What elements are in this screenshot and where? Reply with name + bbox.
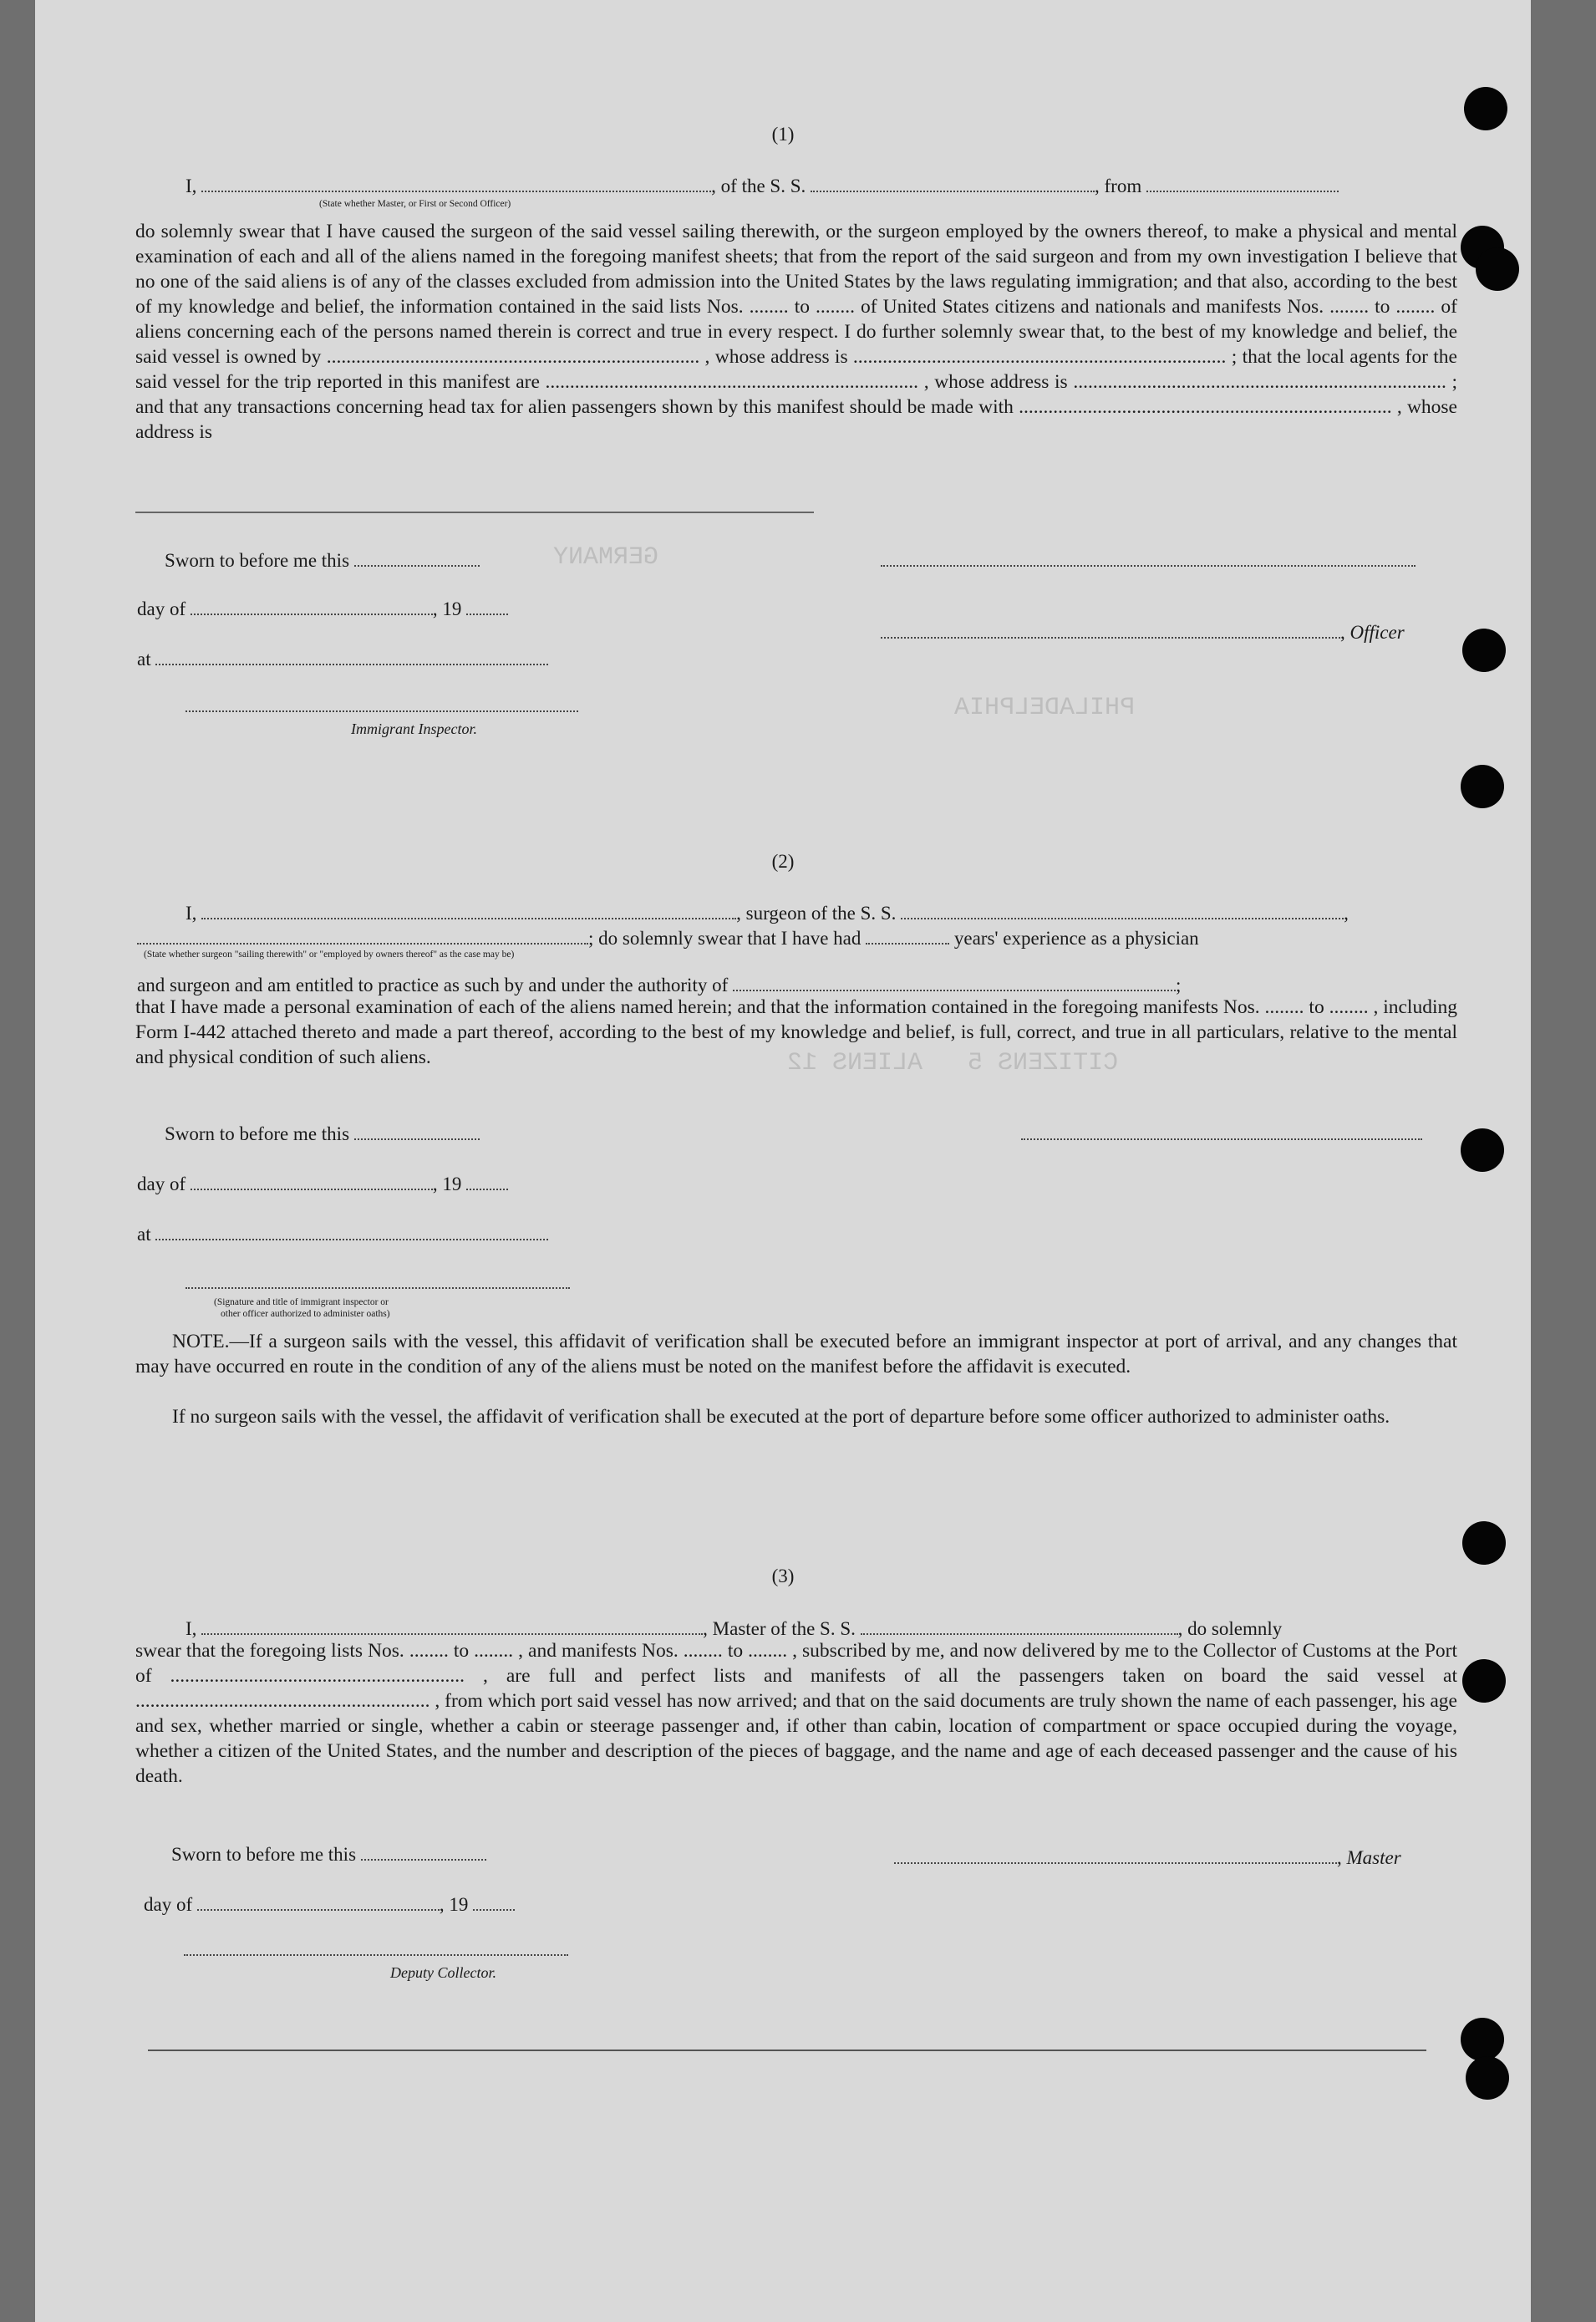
ship-name-field-3[interactable] [861, 1617, 1178, 1635]
ship-name-field-2[interactable] [901, 901, 1344, 919]
punch-hole [1461, 1128, 1504, 1172]
authority-field[interactable] [733, 973, 1176, 991]
from-port-field[interactable] [1146, 174, 1339, 192]
master-signature: , Master [894, 1846, 1401, 1869]
officer-name-field[interactable] [201, 174, 711, 192]
officer-signature-field[interactable] [881, 620, 1340, 639]
bottom-rule [148, 2050, 1426, 2051]
note-2: If no surgeon sails with the vessel, the affidavit of verification shall be executed at the port of departure before some officer authorized to administer oaths. [172, 1406, 1390, 1428]
month-field-3[interactable] [197, 1892, 440, 1911]
manifest-back-sheet [35, 0, 1531, 2322]
note-1: NOTE.—If a surgeon sails with the vessel, this affidavit of verification shall be executed before an immigrant inspector at port of arrival, and any changes that may have occurred en route in the condition of any of the aliens must be noted on the manifest before the affidavit is executed. [135, 1331, 1457, 1377]
section-2-line3: and surgeon and am entitled to practice as such by and under the authority of ; [137, 975, 1182, 996]
section-1-day-of: day of , 19 [137, 597, 508, 620]
section-3-number: (3) [771, 1566, 795, 1586]
inspector-caption: Immigrant Inspector. [351, 721, 477, 737]
section-1-sworn: Sworn to before me this [165, 548, 480, 572]
sworn-date-field-3[interactable] [361, 1842, 486, 1861]
year-field-3[interactable] [473, 1892, 515, 1911]
sworn-date-field[interactable] [354, 548, 480, 567]
section-2-body: that I have made a personal examination of each of the aliens named herein; and that the information contained in the foregoing manifests Nos. ........ to ........ , including Form I-442 attached thereto and made a part thereof, according to the best of my knowledge and belief, is full, correct, and true in all particulars, relative to the mental and physical condition of such aliens. [135, 996, 1457, 1068]
punch-hole [1461, 2018, 1504, 2061]
punch-hole [1466, 2056, 1509, 2100]
master-signature-field[interactable] [894, 1846, 1337, 1864]
surgeon-type-caption: (State whether surgeon "sailing therewith" or "employed by owners thereof" as the case may be) [144, 950, 515, 960]
section-2-line1: I, , surgeon of the S. S. , [186, 903, 1349, 924]
month-field[interactable] [191, 597, 433, 615]
section-2-line2: ; do solemnly swear that I have had years' experience as a physician [137, 926, 1199, 950]
officer-signature: , Officer [881, 620, 1405, 644]
bleed-through-text: GERMANY [553, 543, 659, 572]
section-3-sworn: Sworn to before me this [171, 1842, 486, 1866]
section-3-body: swear that the foregoing lists Nos. ........ to ........ , and manifests Nos. ........ to ........ , subscribed by me, and now delivered by me to the Collector of Customs at the Port of ............................................................ , are full and perfect lists and manifests of all the passengers taken on board the said vessel at ............................................................ , from which port said vessel has now arrived; and that on the said documents are truly shown the name of each passenger, his age and sex, whether married or single, whether a cabin or steerage passenger and, if other than cabin, location of compartment or space occupied during the voyage, whether a citizen of the United States, and the number and description of the pieces of baggage, and the name and age of each deceased passenger and the cause of his death. [135, 1640, 1457, 1787]
section-2-day-of: day of , 19 [137, 1172, 508, 1195]
section-2-at: at [137, 1222, 548, 1245]
punch-hole [1461, 765, 1504, 808]
punch-hole [1462, 1659, 1506, 1703]
section-1-line1: I, , of the S. S. , from [186, 174, 1339, 197]
officer-upper-line[interactable] [881, 565, 1416, 567]
surgeon-type-field[interactable] [137, 926, 588, 945]
inspector-signature-line[interactable] [186, 710, 578, 712]
year-field[interactable] [466, 597, 508, 615]
surgeon-name-field[interactable] [201, 901, 736, 919]
signature-caption-2: other officer authorized to administer oaths) [221, 1309, 390, 1319]
deputy-caption: Deputy Collector. [390, 1964, 496, 1981]
bleed-through-text: CITIZENS 5 ALIENS 12 [787, 1049, 1119, 1077]
master-name-field[interactable] [201, 1617, 703, 1635]
punch-hole [1462, 1521, 1506, 1565]
punch-hole [1462, 629, 1506, 672]
month-field-2[interactable] [191, 1172, 433, 1190]
bleed-through-text: PHILADELPHIA [954, 694, 1136, 722]
surgeon-officer-signature-line[interactable] [186, 1287, 570, 1289]
section-2-number: (2) [771, 851, 795, 872]
punch-hole [1476, 247, 1519, 291]
officer-rank-caption: (State whether Master, or First or Second Officer) [319, 199, 511, 209]
place-field[interactable] [155, 647, 548, 665]
surgeon-signature-line[interactable] [1021, 1138, 1422, 1140]
year-field-2[interactable] [466, 1172, 508, 1190]
section-1-number: (1) [771, 124, 795, 145]
section-1-body: do solemnly swear that I have caused the surgeon of the said vessel sailing therewith, or the surgeon employed by the owners thereof, to make a physical and mental examination of each and all of the aliens named in the foregoing manifest sheets; that from the report of the said surgeon and from my own investigation I believe that no one of the said aliens is of any of the classes excluded from admission into the United States by the laws regulating immigration; and that also, according to the best of my knowledge and belief, the information contained in the said lists Nos. ........ to ........ of United States citizens and nationals and manifests Nos. ........ to ........ of aliens concerning each of the persons named therein is correct and true in every respect. I do further solemnly swear that, to the best of my knowledge and belief, the said vessel is owned by ............................................................................ , whose address is ............................................................................ ; that the local agents for the said vessel for the trip reported in this manifest are ............................................................................ , whose address is ............................................................................ ; and that any transactions concerning head tax for alien passengers shown by this manifest should be made with ............................................................................ , whose address is [135, 221, 1457, 443]
sworn-date-field-2[interactable] [354, 1122, 480, 1140]
divider [135, 512, 814, 513]
section-2-sworn: Sworn to before me this [165, 1122, 480, 1145]
section-3-day-of: day of , 19 [144, 1892, 515, 1916]
years-field[interactable] [866, 926, 949, 945]
ship-name-field[interactable] [811, 174, 1095, 192]
signature-caption-1: (Signature and title of immigrant inspector or [214, 1297, 389, 1307]
deputy-signature-line[interactable] [184, 1954, 568, 1956]
section-1-at: at [137, 647, 548, 670]
place-field-2[interactable] [155, 1222, 548, 1240]
section-3-line1: I, , Master of the S. S. , do solemnly [186, 1618, 1283, 1639]
